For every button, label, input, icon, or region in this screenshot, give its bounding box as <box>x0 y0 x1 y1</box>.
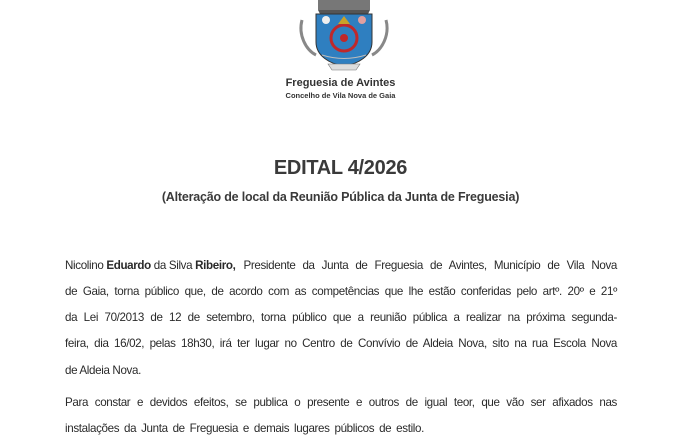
text-line: de Aldeia Nova. <box>65 364 141 377</box>
text-line: Para constar e devidos efeitos, se publica o presente e outros de igual teor, que vão ser afixados nas <box>65 396 617 409</box>
text-line: feira, dia 16/02, pelas 18h30, irá ter lugar no Centro de Convívio de Aldeia Nova, sito na rua Escola Nova <box>65 337 617 350</box>
edict-title: EDITAL 4/2026 <box>273 157 408 179</box>
municipality-name: Concelho de Vila Nova de Gaia <box>285 91 396 100</box>
text: Presidente da Junta de Freguesia de Avintes, Município de Vila Nova <box>243 259 617 272</box>
text: Nicolino <box>65 259 104 272</box>
text-line: instalações da Junta de Freguesia e demais lugares públicos de estilo. <box>65 422 424 435</box>
parish-name: Freguesia de Avintes <box>285 77 396 89</box>
text-line <box>65 259 617 272</box>
text: da Silva <box>153 259 193 272</box>
bold-text: Eduardo <box>106 259 151 272</box>
edict-subtitle: (Alteração de local da Reunião Pública da Junta de Freguesia) <box>161 190 520 204</box>
text-line: de Gaia, torna público que, de acordo com as competências que lhe estão conferidas pelo artº. 20º e 21º <box>65 285 617 298</box>
bold-text: Ribeiro, <box>195 259 236 272</box>
parish-coat-of-arms-logo <box>296 0 392 74</box>
text-line: da Lei 70/2013 de 12 de setembro, torna público que a reunião pública a realizar na próxima segunda- <box>65 311 617 324</box>
